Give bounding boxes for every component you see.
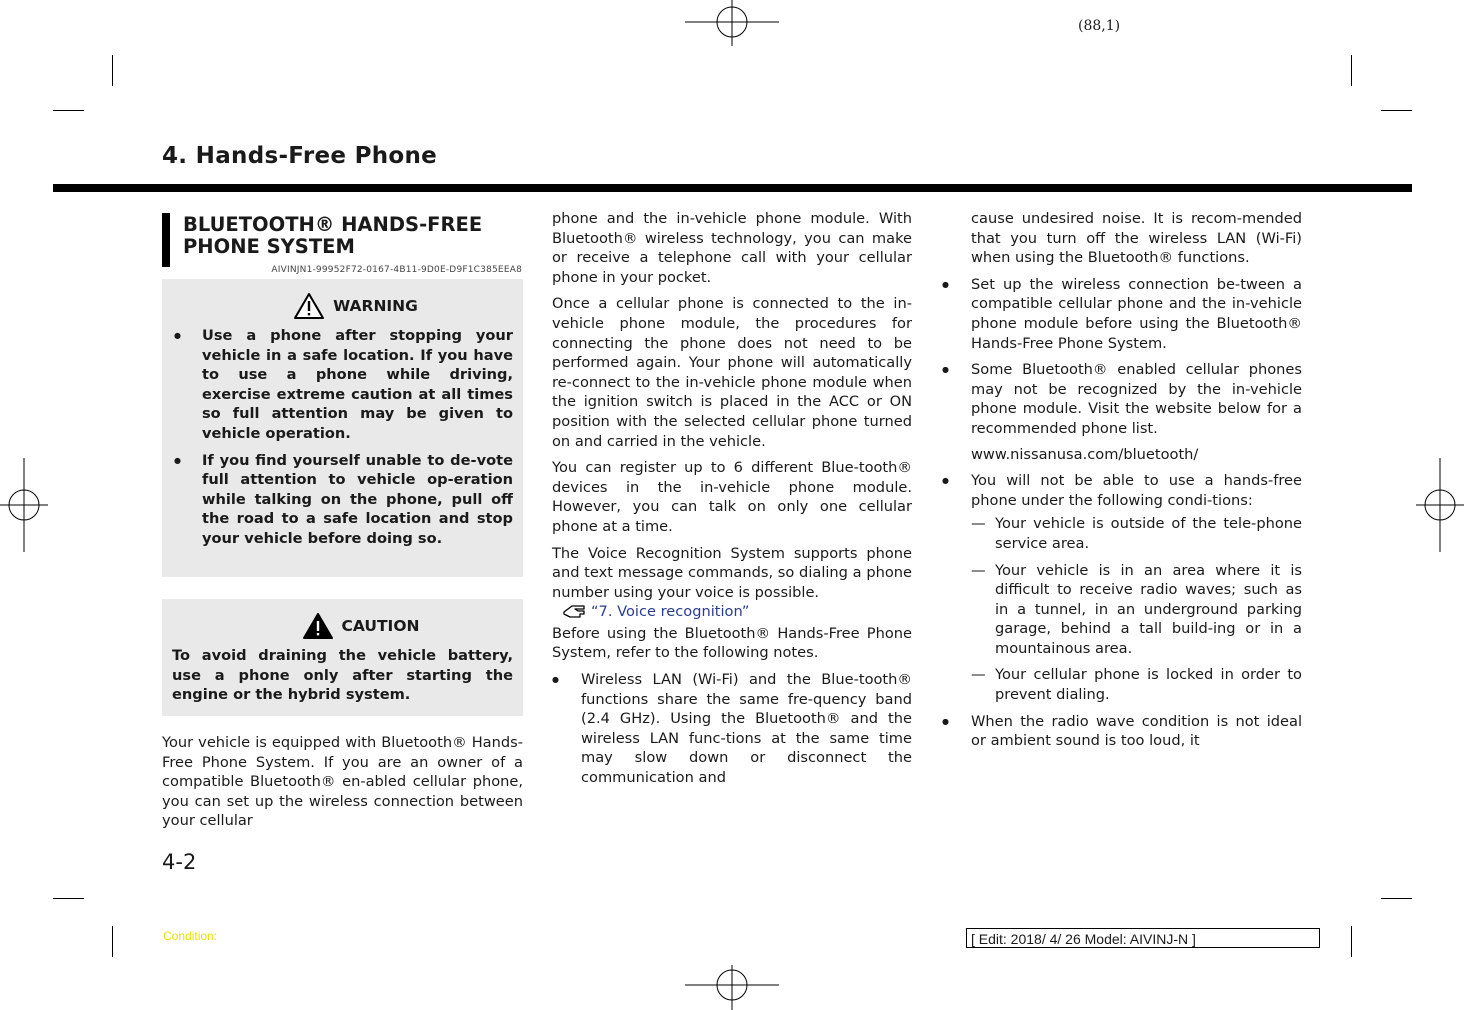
crop-mark bbox=[112, 926, 113, 957]
crop-mark bbox=[1381, 110, 1412, 111]
column-2 bbox=[552, 209, 912, 795]
note-bullet bbox=[942, 360, 1302, 464]
page-marker: (88,1) bbox=[1078, 18, 1121, 34]
note-bullet-text: ● Some Bluetooth® enabled cellular phones may not be recognized by the in-vehicle phone module. Visit the website below for a recommended phone list. bbox=[971, 361, 1302, 437]
note-bullet bbox=[942, 471, 1302, 705]
registration-mark-left bbox=[0, 458, 48, 552]
caution-label: CAUTION bbox=[341, 617, 420, 635]
paragraph: You can register up to 6 different Blue-tooth® devices in the in-vehicle phone module. However, you can talk on only one cellular phone at a time. bbox=[552, 459, 912, 535]
note-bullet: ● Set up the wireless connection be-tween a compatible cellular phone and the in-vehicle phone module before using the Bluetooth® Hands-Free Phone System. bbox=[942, 275, 1302, 353]
warning-box bbox=[162, 279, 523, 577]
warning-item: ● If you find yourself unable to de-vote full attention to vehicle op-eration while talking on the phone, pull off the road to a safe location and stop your vehicle before doing so. bbox=[162, 451, 513, 549]
condition-item: — Your vehicle is in an area where it is difficult to receive radio waves; such as in a tunnel, in an underground parking garage, behind a tall build-ing or in a mountainous area. bbox=[971, 561, 1302, 659]
notes-list bbox=[552, 670, 912, 788]
section-bar bbox=[162, 213, 170, 267]
warning-list bbox=[162, 326, 523, 549]
conditions-list bbox=[971, 514, 1302, 704]
warning-item: ● Use a phone after stopping your vehicle in a safe location. If you have to use a phone while driving, exercise extreme caution at all times so full attention may be given to vehicle operation. bbox=[162, 326, 513, 444]
pointing-hand-icon bbox=[562, 603, 588, 621]
warning-label: WARNING bbox=[333, 297, 418, 315]
caution-header bbox=[198, 612, 523, 640]
condition-item: — Your cellular phone is locked in order to prevent dialing. bbox=[971, 665, 1302, 704]
note-bullet-text: ● You will not be able to use a hands-free phone under the following condi-tions: bbox=[971, 472, 1302, 509]
edit-info: [ Edit: 2018/ 4/ 26 Model: AIVINJ-N ] bbox=[966, 928, 1320, 948]
registration-mark-bottom bbox=[685, 965, 779, 1010]
condition-item: — Your vehicle is outside of the tele-phone service area. bbox=[971, 514, 1302, 553]
column-1-body bbox=[162, 733, 523, 838]
crop-mark bbox=[1351, 55, 1352, 86]
continued-paragraph: cause undesired noise. It is recom-mended that you turn off the wireless LAN (Wi-Fi) when using the Bluetooth® functions. bbox=[971, 210, 1302, 267]
section-title: BLUETOOTH® HANDS-FREE PHONE SYSTEM bbox=[183, 213, 483, 258]
note-bullet: ● When the radio wave condition is not ideal or ambient sound is too loud, it bbox=[942, 712, 1302, 751]
paragraph: The Voice Recognition System supports phone and text message commands, so dialing a phone number using your voice is possible. bbox=[552, 544, 912, 601]
website-url[interactable]: www.nissanusa.com/bluetooth/ bbox=[971, 445, 1199, 463]
registration-mark-top bbox=[685, 0, 779, 46]
registration-mark-right bbox=[1416, 458, 1464, 552]
caution-text: To avoid draining the vehicle battery, use a phone only after starting the engine or the hybrid system. bbox=[172, 647, 513, 704]
chapter-rule bbox=[53, 184, 1412, 192]
caution-box bbox=[162, 599, 523, 716]
voice-recognition-link[interactable]: “7. Voice recognition” bbox=[591, 603, 750, 621]
paragraph: Before using the Bluetooth® Hands-Free Phone System, refer to the following notes. bbox=[552, 624, 912, 662]
paragraph: Once a cellular phone is connected to the in-vehicle phone module, the procedures for connecting the phone does not need to be performed again. Your phone will automatically re-connect to the in-vehicle phone module when the ignition switch is placed in the ACC or ON position with the selected cellular phone turned on and carried in the vehicle. bbox=[552, 295, 912, 450]
notes-list-continued bbox=[942, 275, 1302, 751]
section-code: AIVINJN1-99952F72-0167-4B11-9D0E-D9F1C385EEA8 bbox=[271, 265, 522, 275]
warning-icon bbox=[293, 292, 325, 320]
crop-mark bbox=[1351, 926, 1352, 957]
note-bullet: ● Wireless LAN (Wi-Fi) and the Blue-tooth® functions share the same fre-quency band (2.4 GHz). Using the Bluetooth® and the wireless LAN func-tions at the same time may slow down or disconnect the communication and bbox=[552, 670, 912, 788]
paragraph: phone and the in-vehicle phone module. With Bluetooth® wireless technology, you can make or receive a telephone call with your cellular phone in your pocket. bbox=[552, 210, 912, 286]
caution-icon bbox=[302, 612, 334, 640]
crop-mark bbox=[53, 898, 84, 899]
warning-header bbox=[188, 292, 523, 320]
crop-mark bbox=[53, 110, 84, 111]
intro-paragraph: Your vehicle is equipped with Bluetooth® Hands-Free Phone System. If you are an owner of a compatible Bluetooth® en-abled cellular phone, you can set up the wireless connection between your cellular bbox=[162, 734, 523, 830]
voice-recognition-reference[interactable] bbox=[562, 602, 912, 622]
crop-mark bbox=[1381, 898, 1412, 899]
page-number: 4-2 bbox=[162, 850, 197, 874]
chapter-title: 4. Hands-Free Phone bbox=[162, 143, 438, 169]
column-3 bbox=[942, 209, 1302, 758]
crop-mark bbox=[112, 55, 113, 86]
condition-label: Condition: bbox=[163, 929, 218, 943]
